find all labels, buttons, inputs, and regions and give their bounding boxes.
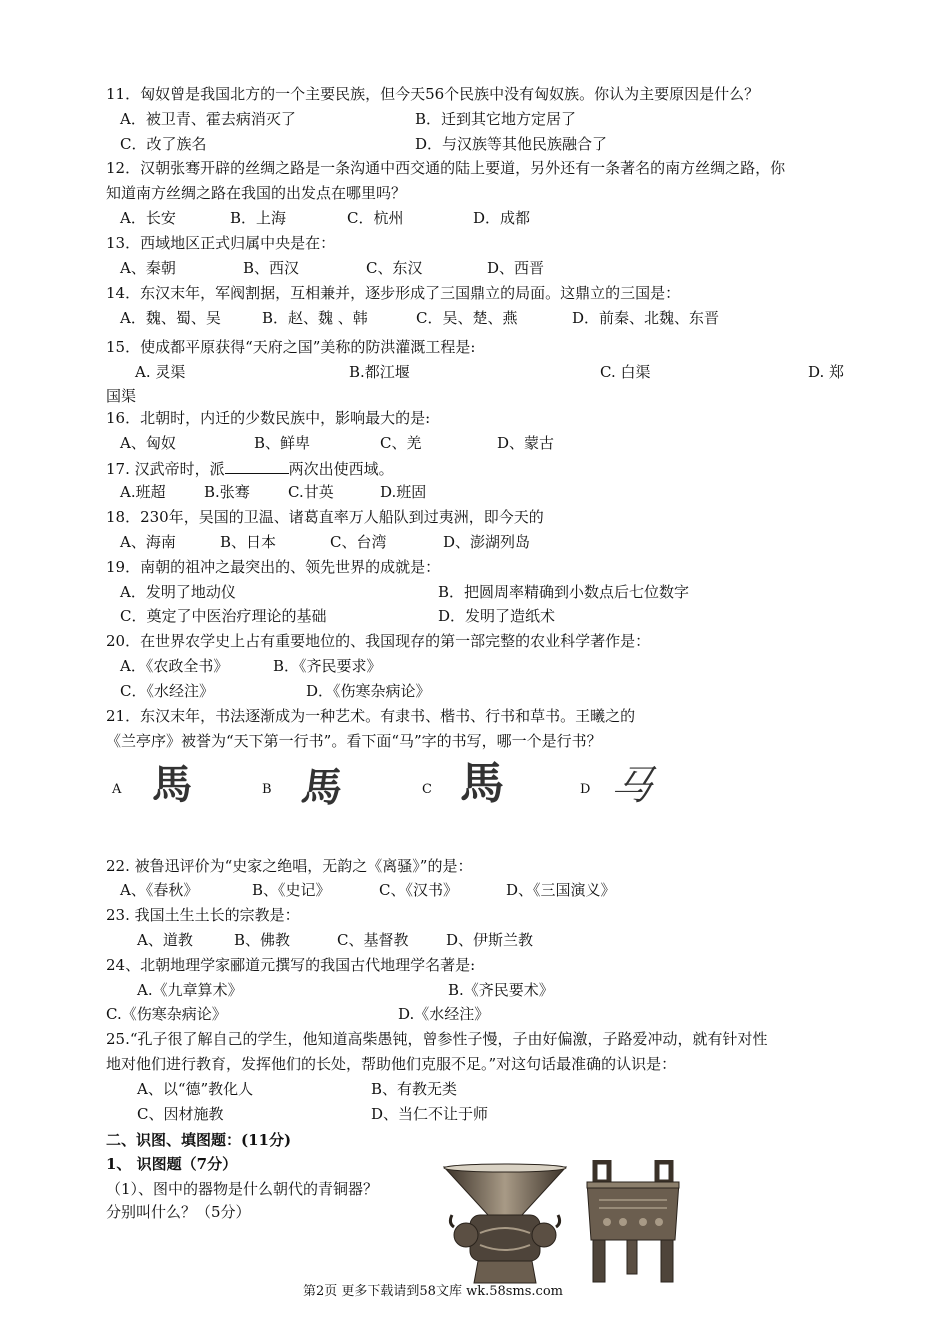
q13-option-a: A、秦朝 [120,259,176,277]
q12-option-d: D．成都 [473,209,531,227]
q21-stem-line2: 《兰亭序》被誉为“天下第一行书”。看下面“马”字的书写，哪一个是行书？ [106,732,602,750]
q18-option-c: C、台湾 [330,533,387,551]
q16-stem: 16．北朝时，内迁的少数民族中，影响最大的是: [106,409,431,427]
q21-glyph-c: 馬 [460,758,504,809]
q24-option-b: B.《齐民要术》 [448,981,554,999]
q12-option-b: B．上海 [230,209,287,227]
q17-stem-suffix: 两次出使西域。 [288,460,394,478]
q15-option-b: B.都江堰 [349,363,410,381]
q15-option-d-continued: 国渠 [106,387,137,405]
q17-option-d: D.班固 [380,483,427,501]
q19-option-a: A．发明了地动仪 [120,583,236,601]
q14-option-b: B．赵、魏 、韩 [262,309,368,327]
q19-stem: 19．南朝的祖冲之最突出的、领先世界的成就是： [106,558,441,576]
section2-title: 二、识图、填图题：(11分) [106,1131,292,1149]
q16-option-b: B、鲜卑 [254,434,311,452]
q13-option-b: B、西汉 [243,259,300,277]
q16-option-a: A、匈奴 [120,434,176,452]
q15-option-c: C. 白渠 [600,363,651,381]
q12-stem-line1: 12．汉朝张骞开辟的丝绸之路是一条沟通中西交通的陆上要道，另外还有一条著名的南方丝绸之路，你 [106,159,786,177]
q15-option-a: A. 灵渠 [135,363,186,381]
q25-option-a: A、以“德”教化人 [137,1080,254,1098]
q17-option-c: C.甘英 [288,483,334,501]
q16-option-c: C、羌 [380,434,422,452]
q20-stem: 20．在世界农学史上占有重要地位的、我国现存的第一部完整的农业科学著作是： [106,632,651,650]
q25-stem-line1: 25.“孔子很了解自己的学生，他知道高柴愚钝，曾参性子慢，子由好偏激，子路爱冲动，就有针对性 [106,1030,768,1048]
q19-option-c: C．奠定了中医治疗理论的基础 [120,607,327,625]
q13-stem: 13．西域地区正式归属中央是在： [106,234,336,252]
q21-glyph-b: 馬 [298,764,346,811]
q14-option-d: D．前秦、北魏、东晋 [572,309,720,327]
q22-option-d: D、《三国演义》 [506,881,616,899]
q24-option-c: C.《伤寒杂病论》 [106,1005,227,1023]
q12-stem-line2: 知道南方丝绸之路在我国的出发点在哪里吗？ [106,184,407,202]
section2-sub1: 1、 识图题（7分） [106,1155,238,1173]
q16-option-d: D、蒙古 [497,434,555,452]
bronze-zun-image [440,1163,570,1285]
q24-option-a: A.《九章算术》 [137,981,243,999]
q14-option-c: C．吴、楚、燕 [416,309,518,327]
q25-stem-line2: 地对他们进行教育，发挥他们的长处，帮助他们克服不足。”对这句话最准确的认识是： [106,1055,677,1073]
q18-option-b: B、日本 [220,533,277,551]
q21-glyph-a: 馬 [152,761,192,808]
q21-label-d: D [580,782,591,797]
q25-option-b: B、有教无类 [371,1080,458,1098]
q18-option-d: D、澎湖列岛 [443,533,531,551]
q17-stem [106,458,394,479]
q21-label-a: A [112,782,122,797]
q23-option-c: C、基督教 [337,931,409,949]
q17-blank [225,458,289,474]
q23-stem: 23. 我国土生土长的宗教是： [106,906,300,924]
q12-option-a: A．长安 [120,209,176,227]
q24-stem: 24、北朝地理学家郦道元撰写的我国古代地理学名著是: [106,956,476,974]
q25-option-c: C、因材施教 [137,1105,224,1123]
q12-option-c: C．杭州 [347,209,404,227]
q11-option-d: D．与汉族等其他民族融合了 [415,135,608,153]
q22-stem: 22. 被鲁迅评价为“史家之绝唱，无韵之《离骚》”的是： [106,857,473,875]
q23-option-a: A、道教 [137,931,193,949]
q11-option-b: B．迁到其它地方定居了 [415,110,577,128]
q20-option-d: D．《伤寒杂病论》 [306,682,431,700]
q23-option-b: B、佛教 [234,931,291,949]
q19-option-b: B．把圆周率精确到小数点后七位数字 [438,583,690,601]
q18-stem: 18．230年，吴国的卫温、诸葛直率万人船队到过夷洲，即今天的 [106,508,544,526]
q20-option-c: C．《水经注》 [120,682,214,700]
q20-option-a: A．《农政全书》 [120,657,229,675]
q22-option-b: B、《史记》 [252,881,331,899]
q21-label-c: C [422,782,432,797]
q13-option-c: C、东汉 [366,259,423,277]
bronze-ding-image [583,1160,683,1286]
page-footer: 第2页 更多下载请到58文库 wk.58sms.com [303,1284,563,1299]
q21-glyph-d: 马 [606,763,658,809]
q24-option-d: D.《水经注》 [398,1005,490,1023]
q20-option-b: B．《齐民要求》 [273,657,382,675]
q15-option-d: D. 郑 [808,363,845,381]
q17-option-a: A.班超 [120,483,166,501]
q14-option-a: A．魏、蜀、吴 [120,309,221,327]
q23-option-d: D、伊斯兰教 [446,931,534,949]
q11-option-a: A．被卫青、霍去病消灭了 [120,110,296,128]
q13-option-d: D、西晋 [487,259,545,277]
q22-option-c: C、《汉书》 [379,881,458,899]
q18-option-a: A、海南 [120,533,176,551]
q25-option-d: D、当仁不让于师 [371,1105,489,1123]
q14-stem: 14．东汉末年，军阀割据，互相兼并，逐步形成了三国鼎立的局面。这鼎立的三国是： [106,284,681,302]
section2-q1-line1: （1）、图中的器物是什么朝代的青铜器？ [106,1180,379,1198]
q11-stem: 11．匈奴曾是我国北方的一个主要民族，但今天56个民族中没有匈奴族。你认为主要原因是什么？ [106,85,760,103]
q21-stem-line1: 21．东汉末年，书法逐渐成为一种艺术。有隶书、楷书、行书和草书。王曦之的 [106,707,636,725]
q11-option-c: C．改了族名 [120,135,207,153]
q15-stem: 15．使成都平原获得“天府之国”美称的防洪灌溉工程是: [106,338,476,356]
q22-option-a: A、《春秋》 [120,881,199,899]
q17-option-b: B.张骞 [204,483,250,501]
q21-label-b: B [262,782,272,797]
q17-stem-prefix: 17. 汉武帝时，派 [106,460,225,478]
q19-option-d: D．发明了造纸术 [438,607,556,625]
section2-q1-line2: 分别叫什么？（5分） [106,1203,251,1221]
